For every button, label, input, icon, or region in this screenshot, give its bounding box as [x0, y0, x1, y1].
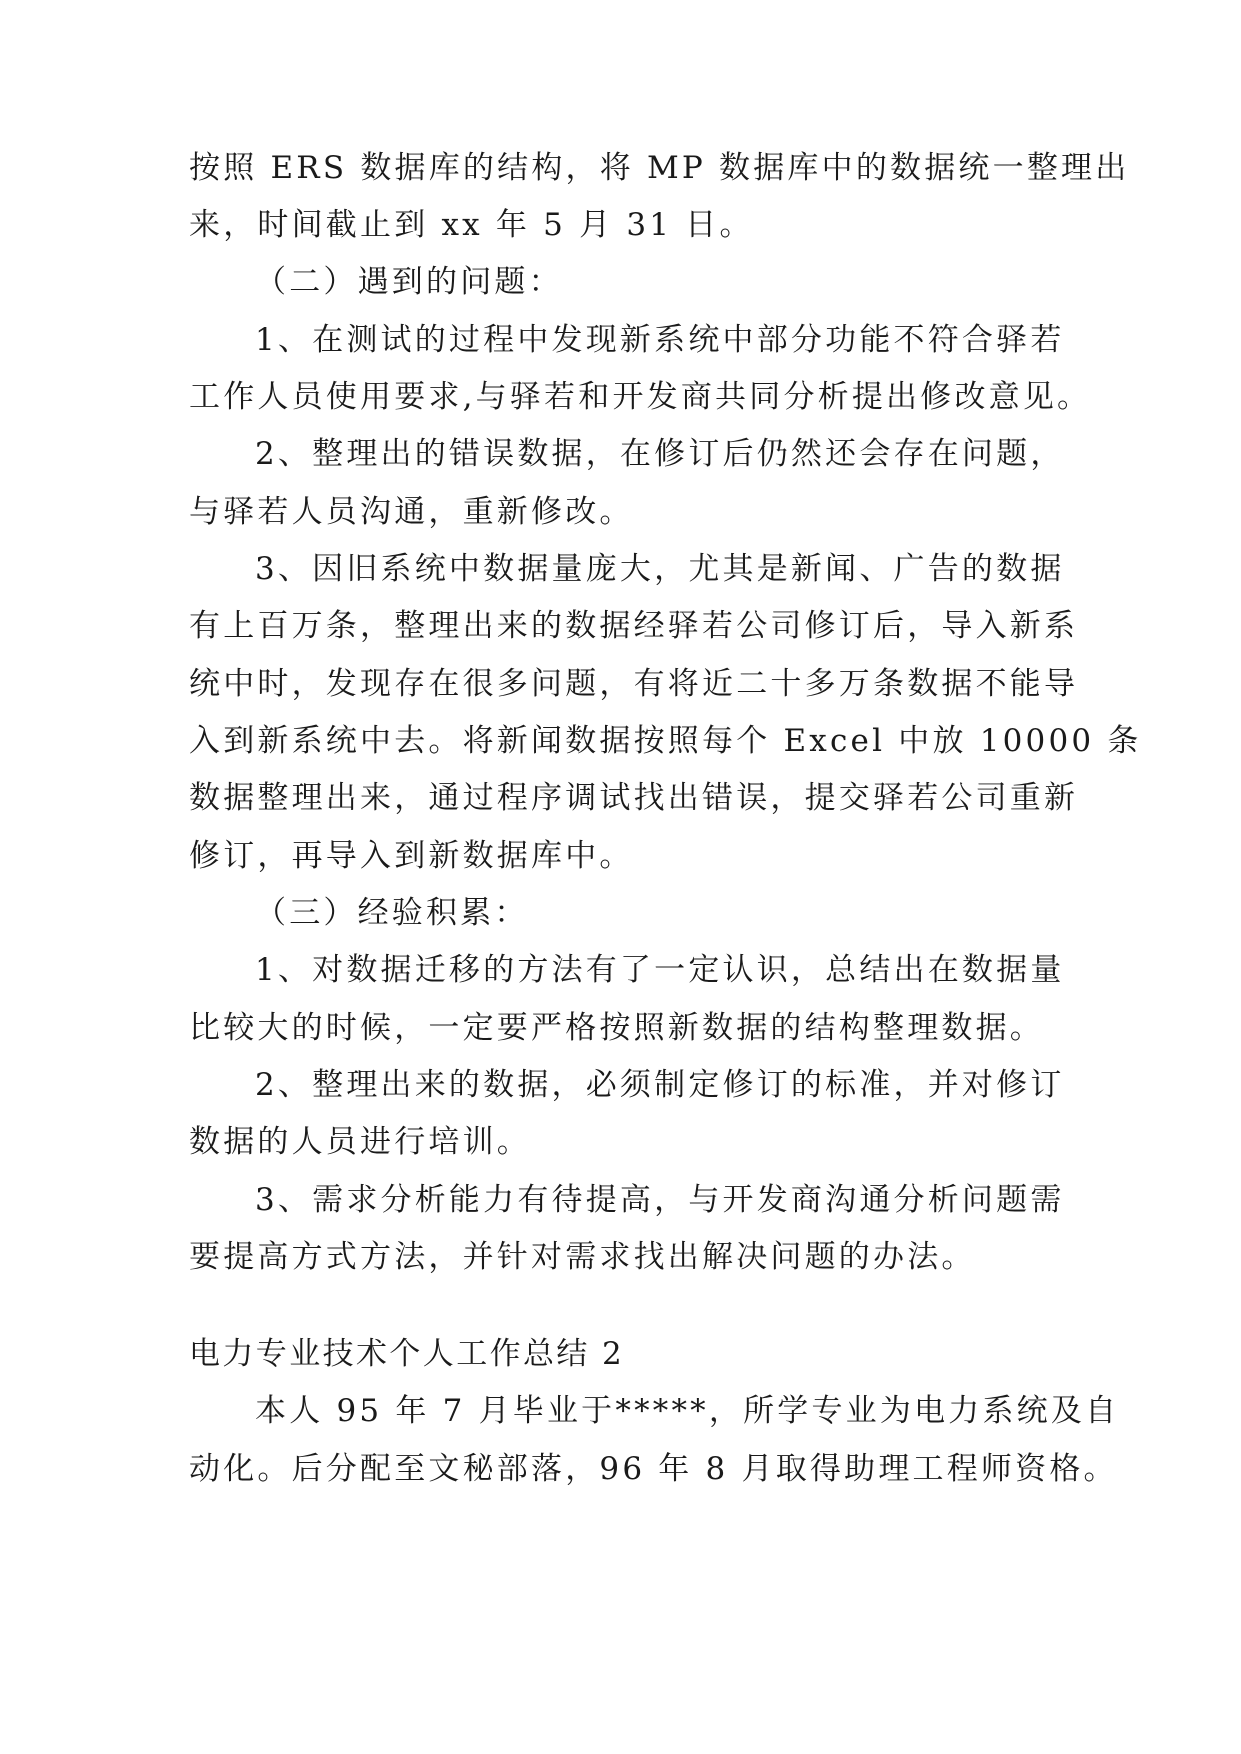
paragraph-line: 本人 95 年 7 月毕业于*****，所学专业为电力系统及自: [255, 1393, 1120, 1429]
paragraph-line: 来，时间截止到 xx 年 5 月 31 日。: [189, 207, 754, 243]
section-heading: （三）经验积累：: [255, 895, 529, 931]
section-title: 电力专业技术个人工作总结 2: [189, 1336, 625, 1372]
paragraph-line: 3、需求分析能力有待提高，与开发商沟通分析问题需: [255, 1182, 1065, 1218]
paragraph-line: 按照 ERS 数据库的结构，将 MP 数据库中的数据统一整理出: [189, 150, 1130, 186]
paragraph-line: 1、对数据迁移的方法有了一定认识，总结出在数据量: [255, 952, 1065, 988]
paragraph-line: 修订，再导入到新数据库中。: [189, 838, 634, 874]
paragraph-line: 有上百万条，整理出来的数据经驿若公司修订后，导入新系: [189, 608, 1079, 644]
paragraph-line: 2、整理出的错误数据，在修订后仍然还会存在问题，: [255, 436, 1065, 472]
section-heading: （二）遇到的问题：: [255, 264, 563, 300]
paragraph-line: 比较大的时候，一定要严格按照新数据的结构整理数据。: [189, 1010, 1044, 1046]
paragraph-line: 工作人员使用要求,与驿若和开发商共同分析提出修改意见。: [189, 379, 1092, 415]
paragraph-line: 入到新系统中去。将新闻数据按照每个 Excel 中放 10000 条: [189, 723, 1142, 759]
paragraph-line: 动化。后分配至文秘部落，96 年 8 月取得助理工程师资格。: [189, 1451, 1118, 1487]
paragraph-line: 与驿若人员沟通，重新修改。: [189, 494, 634, 530]
paragraph-line: 3、因旧系统中数据量庞大，尤其是新闻、广告的数据: [255, 551, 1065, 587]
paragraph-line: 2、整理出来的数据，必须制定修订的标准，并对修订: [255, 1067, 1065, 1103]
paragraph-line: 数据的人员进行培训。: [189, 1124, 531, 1160]
paragraph-line: 数据整理出来，通过程序调试找出错误，提交驿若公司重新: [189, 780, 1079, 816]
paragraph-line: 要提高方式方法，并针对需求找出解决问题的办法。: [189, 1239, 976, 1275]
paragraph-line: 统中时，发现存在很多问题，有将近二十多万条数据不能导: [189, 666, 1079, 702]
paragraph-line: 1、在测试的过程中发现新系统中部分功能不符合驿若: [255, 322, 1065, 358]
